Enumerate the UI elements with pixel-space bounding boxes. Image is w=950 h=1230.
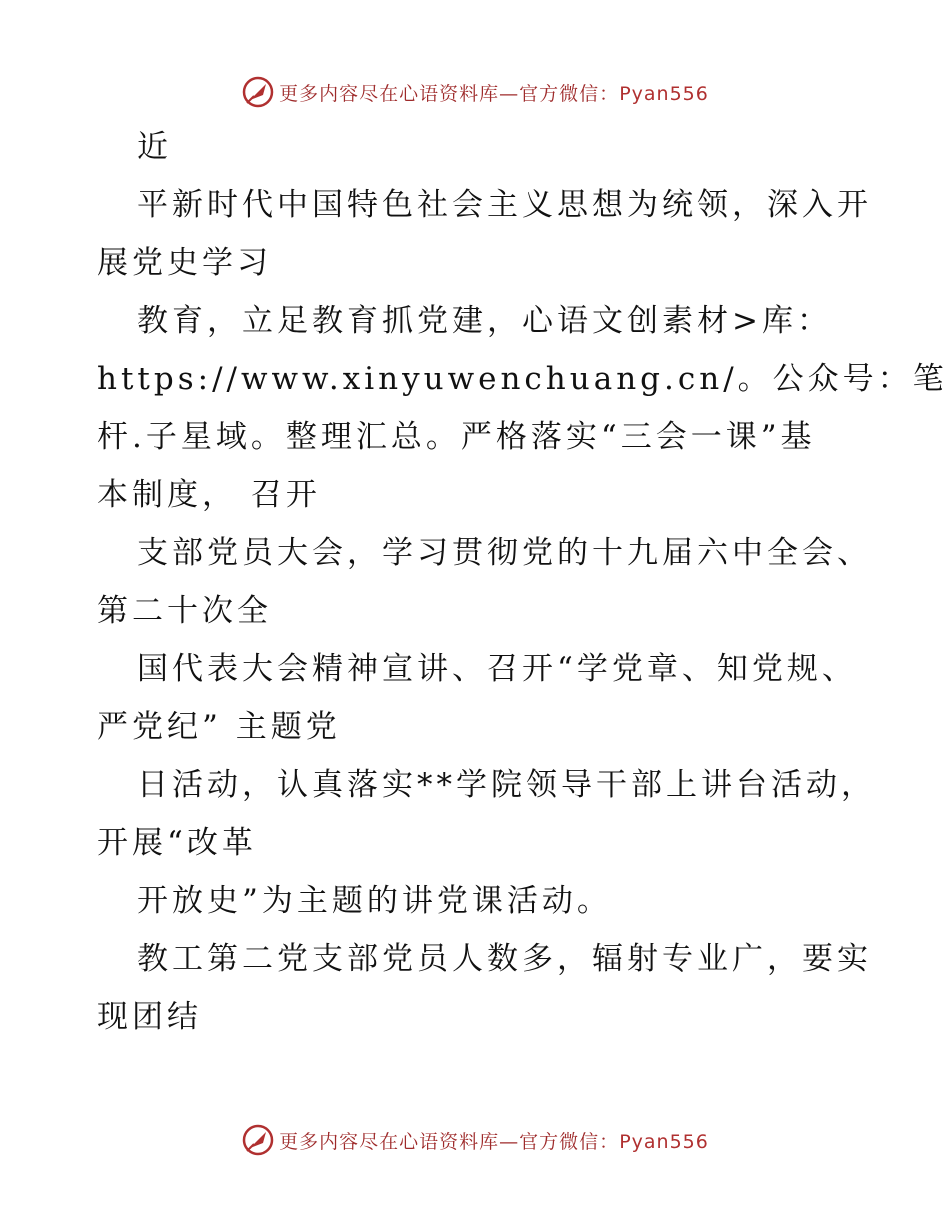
line-2-text: 展党史学习	[97, 245, 272, 281]
footer-banner-text	[279, 1127, 709, 1154]
header-banner-text	[279, 79, 709, 106]
text-line	[97, 292, 857, 350]
text-line	[97, 988, 857, 1046]
text-line	[97, 350, 948, 408]
line-1-text: 平新时代中国特色社会主义思想为统领，深入开	[137, 187, 872, 223]
header-banner-main: 更多内容尽在心语资料库	[279, 82, 500, 105]
line-15-text: 现团结	[97, 999, 202, 1035]
line-12-text: 开展“改革	[97, 825, 257, 861]
footer-banner-account: Pyan556	[619, 1130, 709, 1153]
header-banner	[0, 72, 950, 112]
line-6-text: 本制度， 召开	[97, 477, 321, 513]
line-0-text: 近	[137, 129, 172, 165]
line-10-text: 严党纪” 主题党	[97, 709, 341, 745]
line-4-text: https://www.xinyuwenchuang.cn/。公众号：笔	[97, 361, 948, 397]
line-3-text: 教育，立足教育抓党建，心语文创素材>库：	[137, 303, 832, 339]
text-line	[97, 698, 857, 756]
line-11-text: 日活动，认真落实**学院领导干部上讲台活动，	[137, 767, 876, 803]
line-8-text: 第二十次全	[97, 593, 272, 629]
footer-banner-main: 更多内容尽在心语资料库	[279, 1130, 500, 1153]
footer-banner-label: 官方微信：	[519, 1130, 620, 1153]
footer-banner	[0, 1120, 950, 1160]
document-body	[97, 118, 948, 1046]
quill-logo-icon	[241, 1123, 275, 1157]
line-14-text: 教工第二党支部党员人数多，辐射专业广，要实	[137, 941, 872, 977]
text-line	[97, 524, 872, 582]
line-5-text: 杆.子星域。整理汇总。严格落实“三会一课”基	[97, 419, 816, 455]
text-line	[97, 176, 872, 234]
text-line	[97, 118, 857, 176]
quill-logo-icon	[241, 75, 275, 109]
text-line	[97, 640, 857, 698]
line-13-text: 开放史”为主题的讲党课活动。	[137, 883, 612, 919]
line-7-text: 支部党员大会，学习贯彻党的十九届六中全会、	[137, 535, 872, 571]
text-line	[97, 814, 857, 872]
header-banner-sep: —	[499, 82, 520, 105]
text-line	[97, 466, 857, 524]
line-9-text: 国代表大会精神宣讲、召开“学党章、知党规、	[137, 651, 857, 687]
text-line	[97, 930, 872, 988]
header-banner-account: Pyan556	[619, 82, 709, 105]
header-banner-label: 官方微信：	[519, 82, 620, 105]
text-line	[97, 582, 857, 640]
text-line	[97, 408, 857, 466]
text-line	[97, 872, 857, 930]
text-line	[97, 756, 876, 814]
footer-banner-sep: —	[499, 1130, 520, 1153]
text-line	[97, 234, 857, 292]
